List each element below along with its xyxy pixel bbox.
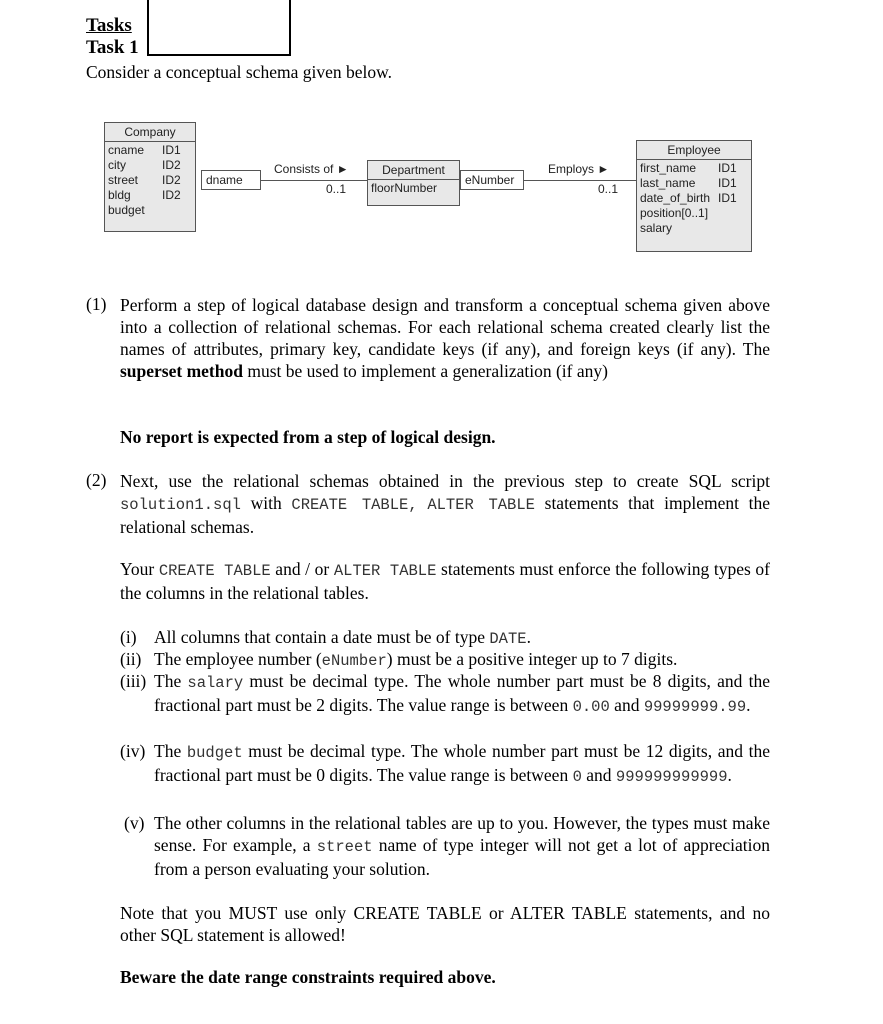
blank-box xyxy=(147,0,291,56)
qualifier-enumber: eNumber xyxy=(460,170,524,190)
beware-text: Beware the date range constraints required above. xyxy=(120,967,496,987)
assoc1-label: Consists of ► xyxy=(274,162,349,176)
association-line xyxy=(524,180,636,181)
heading-task1: Task 1 xyxy=(86,37,139,58)
company-title: Company xyxy=(105,123,195,142)
heading-tasks: Tasks xyxy=(86,15,132,36)
step2-text: Next, use the relational schemas obtained in the previous step to create SQL script solution1.sql with CREATE TABLE, ALTER TABLE statements that implement the relational schemas. xyxy=(120,471,771,537)
department-attr: floorNumber xyxy=(371,181,438,195)
assoc2-label: Employs ► xyxy=(548,162,610,176)
qualifier-dname: dname xyxy=(201,170,261,190)
employee-attr: position[0..1] xyxy=(640,206,709,220)
conceptual-schema-diagram xyxy=(104,120,764,260)
item-iii: (iii) The salary must be decimal type. The whole number part must be 8 digits, and the fractional part must be 2 digits. The value range is between 0.00 and 99999999.99. xyxy=(120,671,770,716)
step2-number: (2) xyxy=(86,470,107,490)
item-ii: (ii) The employee number (eNumber) must be a positive integer up to 7 digits. xyxy=(120,649,678,670)
employee-attr: first_name ID1 xyxy=(640,161,737,175)
company-attr: street ID2 xyxy=(108,173,181,187)
association-line xyxy=(261,180,367,181)
company-attr: budget xyxy=(108,203,145,217)
company-attr: city ID2 xyxy=(108,158,181,172)
employee-class xyxy=(636,140,752,252)
item-v: (v) The other columns in the relational tables are up to you. However, the types must make sense. For example, a street name of type integer will not get a lot of appreciation from a person evaluating your solution. xyxy=(124,813,770,879)
company-attr: cname ID1 xyxy=(108,143,181,157)
step1-text: Perform a step of logical database design and transform a conceptual schema given above into a collection of relational schemas. For each relational schema created clearly list the names of attributes, primary key, candidate keys (if any), and foreign keys (if any). The superset method must be used to implement a generalization (if any) xyxy=(120,295,770,381)
assoc2-multiplicity: 0..1 xyxy=(598,182,619,196)
company-attr: bldg ID2 xyxy=(108,188,181,202)
note-text: Note that you MUST use only CREATE TABLE or ALTER TABLE statements, and no other SQL statement is allowed! xyxy=(120,903,770,945)
employee-attr: date_of_birth ID1 xyxy=(640,191,737,205)
employee-attr: salary xyxy=(640,221,673,235)
employee-attr: last_name ID1 xyxy=(640,176,737,190)
item-i: (i) All columns that contain a date must be of type DATE. xyxy=(120,627,531,648)
assoc1-multiplicity: 0..1 xyxy=(326,182,347,196)
company-class xyxy=(104,122,196,232)
step1-note: No report is expected from a step of logical design. xyxy=(120,427,496,447)
item-iv: (iv) The budget must be decimal type. The whole number part must be 12 digits, and the fractional part must be 0 digits. The value range is between 0 and 999999999999. xyxy=(120,741,770,786)
department-class xyxy=(367,160,460,206)
department-title: Department xyxy=(368,161,459,180)
intro-text: Consider a conceptual schema given below. xyxy=(86,62,392,82)
employee-title: Employee xyxy=(637,141,751,160)
step1-number: (1) xyxy=(86,294,107,314)
step2-types-intro: Your CREATE TABLE and / or ALTER TABLE statements must enforce the following types of the columns in the relational tables. xyxy=(120,559,770,603)
